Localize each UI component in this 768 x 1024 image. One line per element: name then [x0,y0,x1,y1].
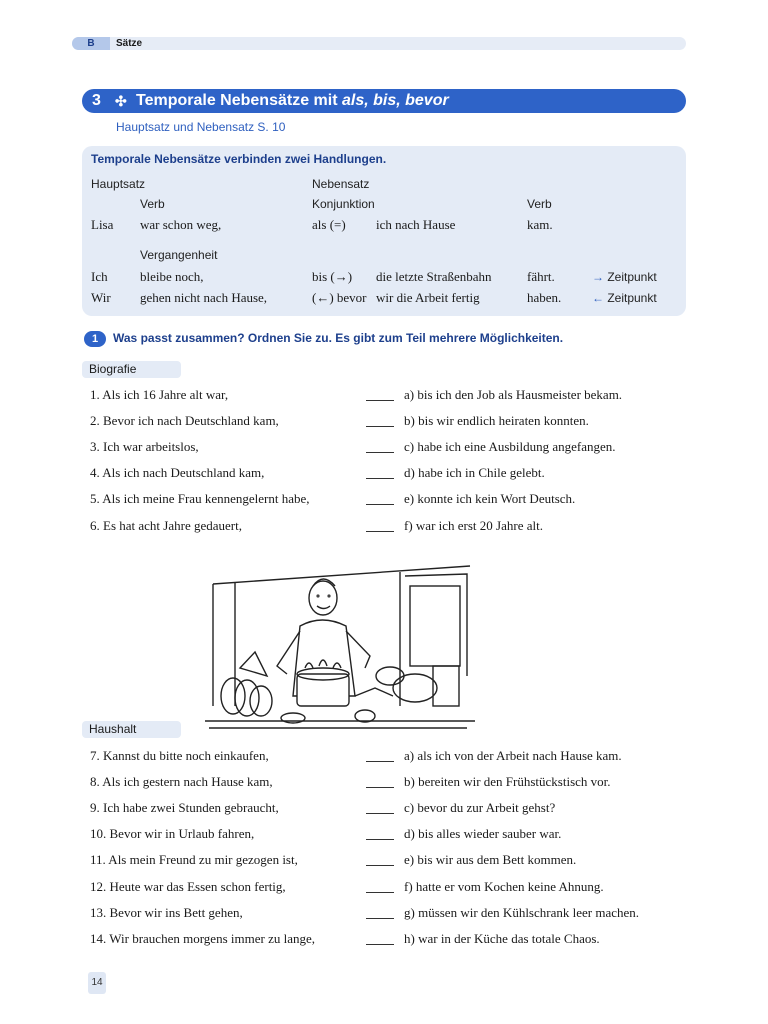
row-clause: ich nach Hause [376,217,456,232]
row-clause: die letzte Straßenbahn [376,269,492,284]
row-main: bleibe noch, [140,269,204,284]
row-main: gehen nicht nach Hause, [140,290,268,305]
chapter-number: 3 [92,92,101,109]
sentence-start: 6. Es hat acht Jahre gedauert, [90,517,242,533]
answer-blank[interactable] [366,944,394,945]
grammar-reference: Hauptsatz und Nebensatz S. 10 [116,120,286,134]
row-clause: wir die Arbeit fertig [376,290,480,305]
sentence-start: 13. Bevor wir ins Bett gehen, [90,904,243,920]
col-verb: Verb [140,197,165,211]
answer-blank[interactable] [366,813,394,814]
col-verb-end: Verb [527,197,552,211]
chapter-heading [82,89,686,113]
sentence-ending: b) bereiten wir den Frühstückstisch vor. [404,774,611,790]
page-number: 14 [88,972,106,994]
col-konjunktion: Konjunktion [312,197,375,211]
star-icon: ✣ [115,93,127,109]
sentence-ending: g) müssen wir den Kühlschrank leer machen. [404,904,640,920]
sentence-ending: c) habe ich eine Ausbildung angefangen. [404,439,616,455]
exercise-instruction: Was passt zusammen? Ordnen Sie zu. Es gibt zum Teil mehrere Möglichkeiten. [113,331,564,345]
sentence-start: 7. Kannst du bitte noch einkaufen, [90,748,269,763]
row-subject: Lisa [91,217,114,232]
sentence-start: 5. Als ich meine Frau kennengelernt habe, [90,491,310,507]
chapter-title: Temporale Nebensätze mit als, bis, bevor [136,92,449,109]
row-timepoint-note: → Zeitpunkt [592,270,657,284]
answer-blank[interactable] [366,892,394,893]
answer-blank[interactable] [366,531,394,532]
col-hauptsatz: Hauptsatz [91,177,146,191]
sentence-ending: f) war ich erst 20 Jahre alt. [404,517,543,533]
section-title: Sätze [116,38,143,49]
sentence-ending: e) bis wir aus dem Bett kommen. [404,852,577,868]
answer-blank[interactable] [366,761,394,762]
sentence-ending: e) konnte ich kein Wort Deutsch. [404,491,576,507]
sentence-ending: h) war in der Küche das totale Chaos. [404,930,600,946]
answer-blank[interactable] [366,918,394,919]
group-label-biografie: Biografie [82,361,181,378]
answer-blank[interactable] [366,400,394,401]
row-subject: Wir [91,290,111,305]
sentence-ending: c) bevor du zur Arbeit gehst? [404,800,556,816]
row-main: war schon weg, [140,217,222,232]
sentence-start: 9. Ich habe zwei Stunden gebraucht, [90,800,279,816]
row-conjunction: als (=) [312,217,346,232]
col-nebensatz: Nebensatz [312,177,370,191]
answer-blank[interactable] [366,426,394,427]
sentence-start: 8. Als ich gestern nach Hause kam, [90,774,273,790]
sentence-start: 3. Ich war arbeitslos, [90,439,199,455]
sentence-ending: d) habe ich in Chile gelebt. [404,465,545,481]
row-timepoint-note: ← Zeitpunkt [592,291,657,305]
row-verb: haben. [527,290,562,305]
grammar-box [82,146,686,316]
sentence-ending: a) als ich von der Arbeit nach Hause kam. [404,748,622,763]
row-subject: Ich [91,269,108,284]
sentence-start: 12. Heute war das Essen schon fertig, [90,878,286,894]
answer-blank[interactable] [366,865,394,866]
answer-blank[interactable] [366,452,394,453]
answer-blank[interactable] [366,839,394,840]
row-conjunction: bis (→) [312,269,353,284]
row-conjunction: (←) bevor [312,290,367,305]
sentence-ending: f) hatte er vom Kochen keine Ahnung. [404,878,604,894]
grammar-heading: Temporale Nebensätze verbinden zwei Handlungen. [91,152,387,166]
answer-blank[interactable] [366,478,394,479]
sentence-start: 11. Als mein Freund zu mir gezogen ist, [90,852,298,868]
sentence-start: 2. Bevor ich nach Deutschland kam, [90,413,279,429]
sentence-start: 1. Als ich 16 Jahre alt war, [90,387,229,402]
answer-blank[interactable] [366,504,394,505]
sentence-ending: d) bis alles wieder sauber war. [404,826,562,842]
section-letter: B [72,37,110,50]
sentence-start: 14. Wir brauchen morgens immer zu lange, [90,930,315,946]
sentence-start: 10. Bevor wir in Urlaub fahren, [90,826,255,842]
sentence-start: 4. Als ich nach Deutschland kam, [90,465,265,481]
group-label-haushalt: Haushalt [82,721,181,738]
row-verb: kam. [527,217,553,232]
row-verb: fährt. [527,269,555,284]
answer-blank[interactable] [366,787,394,788]
sentence-ending: b) bis wir endlich heiraten konnten. [404,413,589,429]
sentence-ending: a) bis ich den Job als Hausmeister bekam. [404,387,623,402]
section-header-bar [72,37,686,50]
col-vergangenheit: Vergangenheit [140,248,218,262]
kitchen-illustration [205,556,475,736]
exercise-number: 1 [84,331,106,347]
